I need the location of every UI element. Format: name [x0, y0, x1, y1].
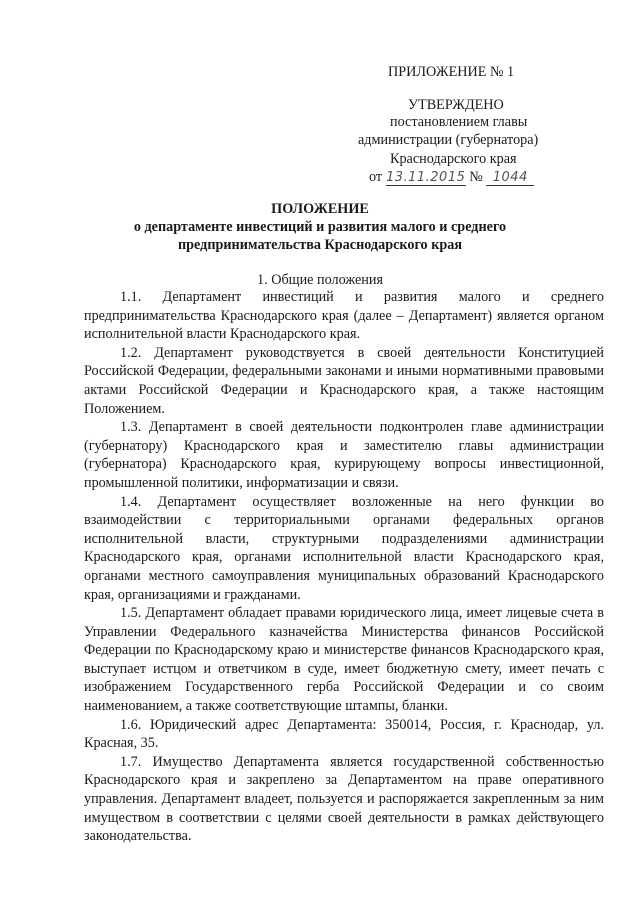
handwritten-date: 13.11.2015 [385, 170, 466, 185]
paragraph-1-3: 1.3. Департамент в своей деятельности подконтролен главе администрации (губернатору) Краснодарского края и заместителю главы администрации (губернатора) Краснодарского края, курирующему вопросы инвестиционной, промышленной политики, информатизации и связи. [84, 419, 604, 491]
approval-date-number [369, 168, 534, 186]
document-title: ПОЛОЖЕНИЕ [271, 201, 369, 217]
paragraph-1-1: 1.1. Департамент инвестиций и развития малого и среднего предпринимательства Краснодарского края (далее – Департамент) является органом исполнительной власти Краснодарского края. [84, 289, 604, 343]
document-subtitle-line-1: о департаменте инвестиций и развития малого и среднего [133, 219, 507, 235]
date-prefix: от [369, 169, 383, 185]
handwritten-number: 1044 [492, 170, 528, 185]
approval-line-1: постановлением главы [390, 114, 528, 130]
document-subtitle-line-2: предпринимательства Краснодарского края [177, 237, 463, 253]
approval-line-3: Краснодарского края [390, 151, 517, 167]
document-body [84, 288, 604, 846]
paragraph-1-7: 1.7. Имущество Департамента является государственной собственностью Краснодарского края и закреплено за Департаментом на праве оперативного управления. Департамент владеет, пользуется и распоряжается закрепленным за ним имуществом в соответствии с целями своей деятельности в рамках действующего законодательства. [84, 753, 604, 845]
approval-line-2: администрации (губернатора) [358, 132, 539, 148]
paragraph-1-4: 1.4. Департамент осуществляет возложенные на него функции во взаимодействии с территориальными органами федеральных органов исполнительной власти, структурными подразделениями администрации Краснодарского края, органами исполнительной власти Краснодарского края, органами местного самоуправления муниципальных образований Краснодарского края, организациями и гражданами. [84, 493, 604, 603]
section-heading: 1. Общие положения [257, 272, 383, 288]
number-prefix: № [469, 169, 483, 185]
paragraph-1-6: 1.6. Юридический адрес Департамента: 350014, Россия, г. Краснодар, ул. Красная, 35. [84, 716, 604, 752]
appendix-label: ПРИЛОЖЕНИЕ № 1 [388, 64, 515, 80]
date-field [386, 170, 466, 186]
paragraph-1-2: 1.2. Департамент руководствуется в своей деятельности Конституцией Российской Федерации, федеральными законами и иными нормативными правовыми актами Российской Федерации и Краснодарского края, а также настоящим Положением. [84, 344, 604, 417]
paragraph-1-5: 1.5. Департамент обладает правами юридического лица, имеет лицевые счета в Управлении Федерального казначейства Министерства финансов Российской Федерации по Краснодарскому краю и министерстве финансов Краснодарского края, выступает истцом и ответчиком в суде, имеет бюджетную смету, имеет печать с изображением Государственного герба Российской Федерации и со своим наименованием, а также соответствующие штампы, бланки. [84, 605, 604, 715]
approved-label: УТВЕРЖДЕНО [408, 97, 504, 113]
number-field [486, 170, 534, 186]
